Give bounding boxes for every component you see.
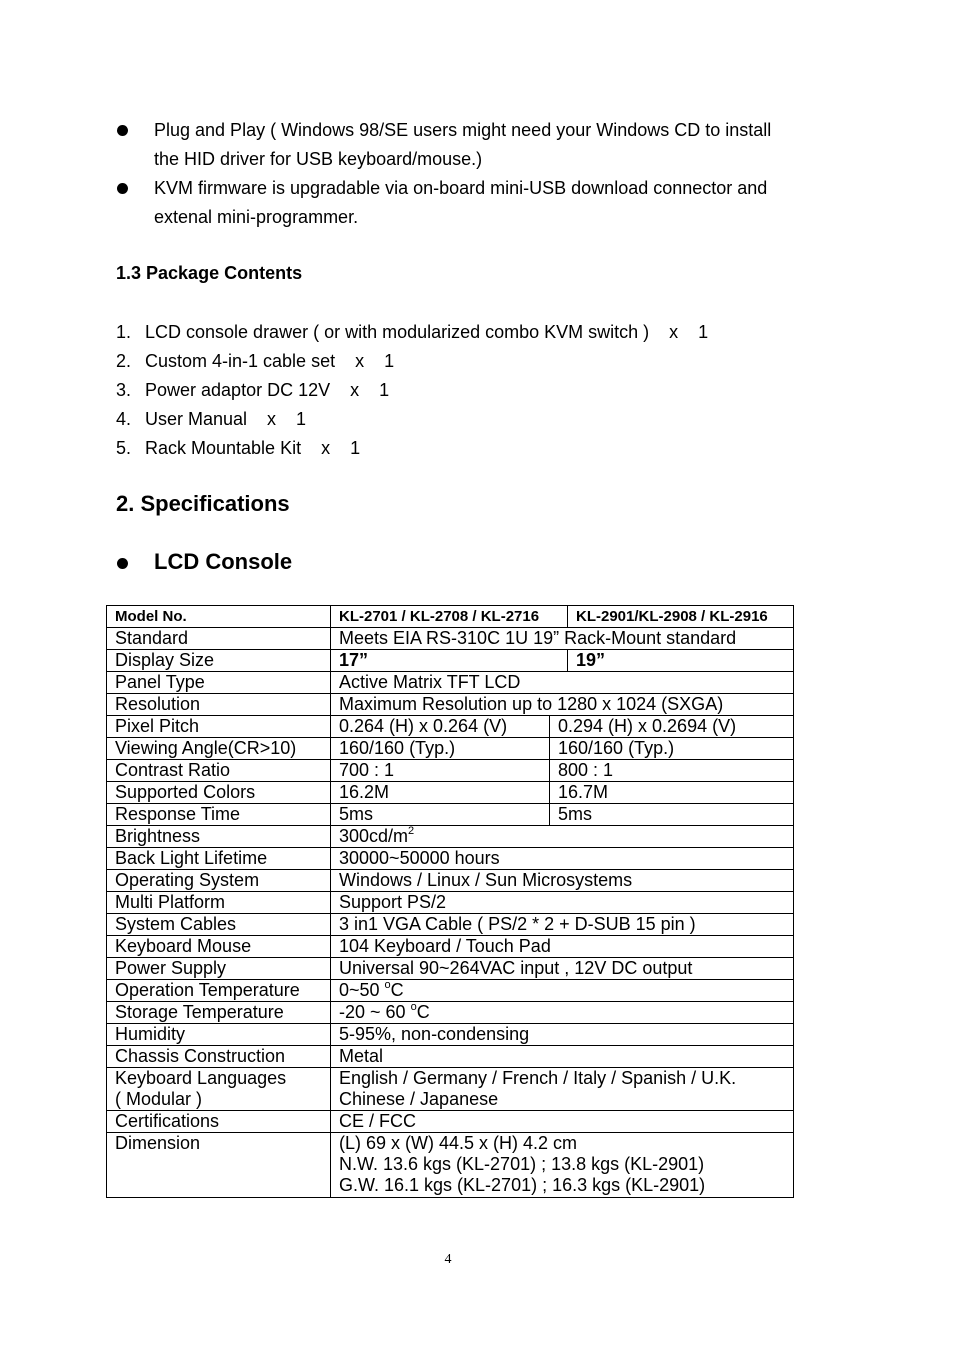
table-row: Power Supply Universal 90~264VAC input , 12V DC output — [107, 958, 794, 980]
list-item: 3. Power adaptor DC 12V x 1 — [116, 380, 390, 400]
package-contents-heading: 1.3 Package Contents — [116, 263, 303, 283]
table-row: Keyboard Mouse 104 Keyboard / Touch Pad — [107, 936, 794, 958]
bullet-dot-icon — [117, 183, 128, 194]
table-row: Certifications CE / FCC — [107, 1111, 794, 1133]
specifications-heading: 2. Specifications — [116, 491, 290, 516]
table-row: Dimension (L) 69 x (W) 44.5 x (H) 4.2 cm N.W. 13.6 kgs (KL-2701) ; 13.8 kgs (KL-2901) G.W. 16.1 kgs (KL-2701) ; 16.3 kgs (KL-2901) — [107, 1133, 794, 1198]
bullet-item: KVM firmware is upgradable via on-board mini-USB download connector and extenal mini-programmer. — [116, 174, 836, 232]
table-row: Viewing Angle(CR>10) 160/160 (Typ.) 160/160 (Typ.) — [107, 738, 794, 760]
lcd-console-heading: LCD Console — [116, 549, 292, 575]
page-number: 4 — [444, 1252, 452, 1267]
table-row: Panel Type Active Matrix TFT LCD — [107, 672, 794, 694]
table-row: Humidity 5-95%, non-condensing — [107, 1024, 794, 1046]
table-row: Operation Temperature 0~50 $^o$C — [107, 980, 794, 1002]
bullet-item: Plug and Play ( Windows 98/SE users might need your Windows CD to install the HID driver for USB keyboard/mouse.) — [116, 116, 836, 174]
list-item: 2. Custom 4-in-1 cable set x 1 — [116, 351, 395, 371]
table-row: Contrast Ratio 700 : 1 800 : 1 — [107, 760, 794, 782]
list-item: 4. User Manual x 1 — [116, 409, 307, 429]
bullet-dot-icon — [117, 558, 128, 569]
table-row: Pixel Pitch 0.264 (H) x 0.264 (V) 0.294 (H) x 0.2694 (V) — [107, 716, 794, 738]
table-row: System Cables 3 in1 VGA Cable ( PS/2 * 2 + D-SUB 15 pin ) — [107, 914, 794, 936]
list-item: 5. Rack Mountable Kit x 1 — [116, 438, 361, 458]
table-row: Brightness $300cd/m^2$ — [107, 826, 794, 848]
package-contents-list — [116, 318, 708, 463]
table-row: Multi Platform Support PS/2 — [107, 892, 794, 914]
table-row: Resolution Maximum Resolution up to 1280 x 1024 (SXGA) — [107, 694, 794, 716]
table-row: Storage Temperature -20 ~ 60 $^o$C — [107, 1002, 794, 1024]
table-row: Operating System Windows / Linux / Sun Microsystems — [107, 870, 794, 892]
list-item: 1. LCD console drawer ( or with modularized combo KVM switch ) x 1 — [116, 322, 709, 342]
table-row: Model No. KL-2701 / KL-2708 / KL-2716 KL-2901/KL-2908 / KL-2916 — [107, 606, 794, 628]
spec-table — [106, 605, 794, 1198]
table-row: Display Size 17” 19” — [107, 650, 794, 672]
table-row: Standard Meets EIA RS-310C 1U 19” Rack-Mount standard — [107, 628, 794, 650]
table-row: Response Time 5ms 5ms — [107, 804, 794, 826]
bullet-dot-icon — [117, 125, 128, 136]
table-row: Back Light Lifetime 30000~50000 hours — [107, 848, 794, 870]
table-row: Chassis Construction Metal — [107, 1046, 794, 1068]
table-row: Keyboard Languages ( Modular ) English / Germany / French / Italy / Spanish / U.K. Chinese / Japanese — [107, 1068, 794, 1111]
table-row: Supported Colors 16.2M 16.7M — [107, 782, 794, 804]
feature-bullets — [116, 116, 836, 232]
